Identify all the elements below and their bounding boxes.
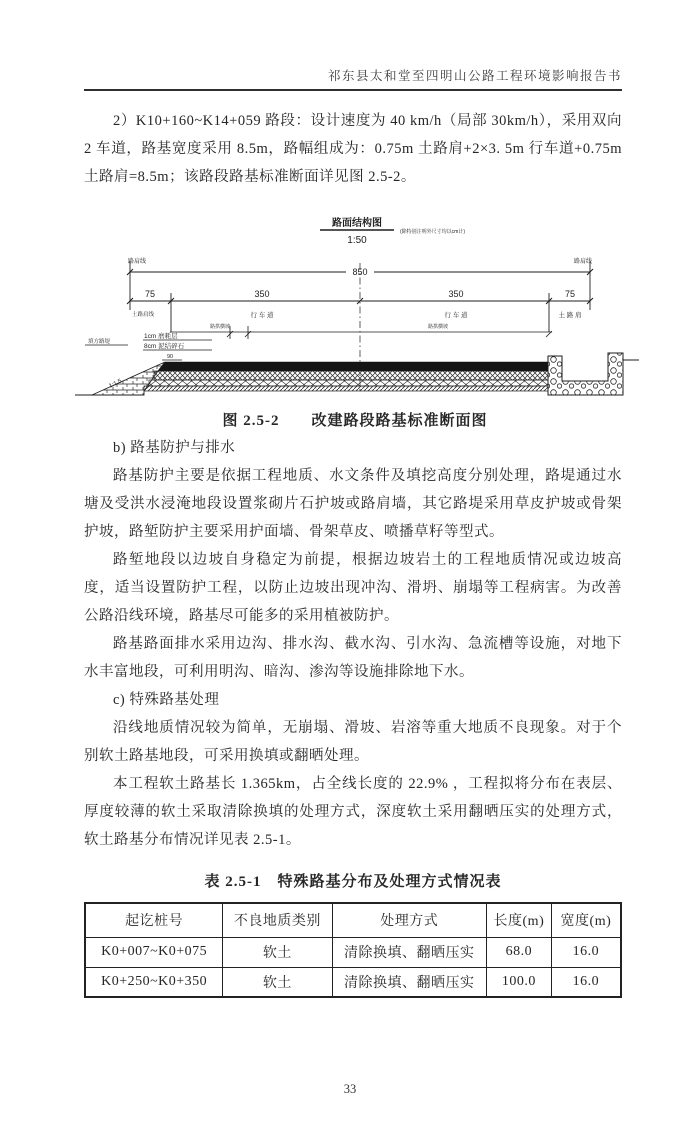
cell-treatment: 清除换填、翻晒压实 <box>332 937 486 967</box>
cell-width: 16.0 <box>551 967 621 997</box>
cell-length: 68.0 <box>486 937 551 967</box>
cell-stake: K0+250~K0+350 <box>85 967 223 997</box>
subbase-layer <box>149 380 548 386</box>
paragraph-protection: 路基防护主要是依据工程地质、水文条件及填挖高度分别处理，路堤通过水塘及受洪水浸淹地段设置浆砌片石护坡或路肩墙，其它路堤采用草皮护坡或骨架护坡，路堑防护主要采用护面墙、骨架草皮、喷播草籽等型式。 <box>84 468 622 540</box>
diagram-note: (除特别注明外尺寸均以cm计) <box>400 229 465 235</box>
camber-label-left: 路拱横坡 <box>209 324 231 330</box>
figure-2-5-2 <box>70 213 640 434</box>
dim-75-right: 75 <box>564 289 576 299</box>
dim-75-left: 75 <box>144 289 156 299</box>
table-title: 表 2.5-1 特殊路基分布及处理方式情况表 <box>204 874 502 890</box>
edge-line-label-right: 路肩线 <box>573 259 592 265</box>
page-number: 33 <box>343 1082 357 1096</box>
slope-ratio-label: 1:1.5 <box>108 378 123 390</box>
layer-callout-2: 8cm 泥结碎石 <box>144 343 185 350</box>
dim-total-850: 850 <box>352 267 368 277</box>
col-header-geology-type: 不良地质类别 <box>223 903 332 937</box>
cell-geology: 软土 <box>223 937 332 967</box>
dim-350-right: 350 <box>448 289 464 299</box>
page-header-title: 祁东县太和堂至四明山公路工程环境影响报告书 <box>84 0 622 91</box>
side-ditch-masonry <box>548 353 623 395</box>
special-subgrade-table <box>84 902 622 998</box>
subheading-c: c) 特殊路基处理 <box>113 692 220 708</box>
camber-label-right: 路拱横坡 <box>427 324 449 330</box>
edge-line-label-left: 路肩线 <box>128 259 147 265</box>
lane-label-left: 行 车 道 <box>250 312 274 319</box>
cell-stake: K0+007~K0+075 <box>85 937 223 967</box>
cell-width: 16.0 <box>551 937 621 967</box>
cell-geology: 软土 <box>223 967 332 997</box>
dim-350-left: 350 <box>254 289 270 299</box>
diagram-scale: 1:50 <box>347 235 367 246</box>
road-cross-section-diagram <box>70 213 640 401</box>
asphalt-surface-layer <box>158 362 548 371</box>
paragraph-soft-soil: 本工程软土路基长 1.365km，占全线长度的 22.9% ，工程拟将分布在表层、厚度较薄的软土采取清除换填的处理方式，深度软土采用翻晒压实的处理方式，软土路基分布情况详见表 2.5-1。 <box>84 776 622 848</box>
layer-callout-1: 1cm 磨耗层 <box>144 333 178 340</box>
layer-callout-3: 90 <box>166 354 174 360</box>
diagram-title: 路面结构图 <box>332 218 382 229</box>
base-course-layer <box>154 371 548 380</box>
paragraph-road-section: 2）K10+160~K14+059 路段：设计速度为 40 km/h（局部 30km/h），采用双向 2 车道，路基宽度采用 8.5m，路幅组成为：0.75m 土路肩+2×3. 5m 行车道+0.75m 土路肩=8.5m；该路段路基标准断面详见图 2.5-2。 <box>84 113 622 185</box>
table-row <box>85 937 621 967</box>
paragraph-drainage: 路基路面排水采用边沟、排水沟、截水沟、引水沟、急流槽等设施，对地下水丰富地段，可利用明沟、暗沟、渗沟等设施排除地下水。 <box>84 636 622 680</box>
embankment-label: 填方路堤 <box>88 339 111 345</box>
table-header-row <box>85 903 621 937</box>
cell-length: 100.0 <box>486 967 551 997</box>
subheading-b: b) 路基防护与排水 <box>113 440 236 456</box>
table-row <box>85 967 621 997</box>
lane-label-right: 行 车 道 <box>444 312 468 319</box>
col-header-treatment: 处理方式 <box>332 903 486 937</box>
shoulder-label-right: 土 路 肩 <box>558 312 582 319</box>
paragraph-geology: 沿线地质情况较为简单，无崩塌、滑坡、岩溶等重大地质不良现象。对于个别软土路基地段，可采用换填或翻晒处理。 <box>84 720 622 764</box>
col-header-length: 长度(m) <box>486 903 551 937</box>
cell-treatment: 清除换填、翻晒压实 <box>332 967 486 997</box>
col-header-width: 宽度(m) <box>551 903 621 937</box>
col-header-stake: 起讫桩号 <box>85 903 223 937</box>
subgrade-layer <box>144 386 548 391</box>
paragraph-cutting-slope: 路堑地段以边坡自身稳定为前提，根据边坡岩土的工程地质情况或边坡高度，适当设置防护工程，以防止边坡出现冲沟、滑坍、崩塌等工程病害。为改善公路沿线环境，路基尽可能多的采用植被防护。 <box>84 552 622 624</box>
figure-caption: 图 2.5-2 改建路段路基标准断面图 <box>222 413 488 429</box>
shoulder-label-left: 土路肩线 <box>132 312 155 318</box>
